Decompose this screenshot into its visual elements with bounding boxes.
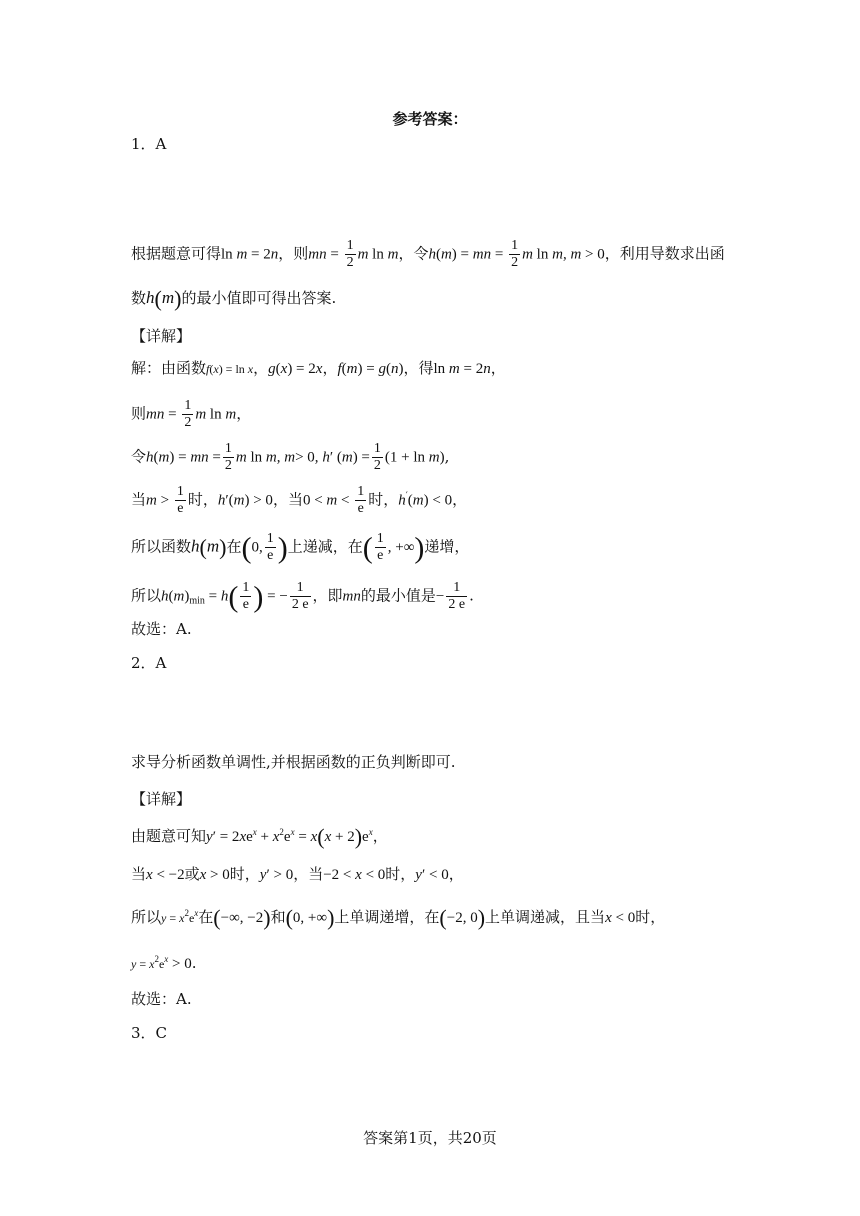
answer-3-label: 3．C <box>131 1024 168 1042</box>
answer-2-label: 2．A <box>131 654 167 672</box>
q1-detail-line-2: 则mn = $\frac{1}{2}$ m ln m， <box>131 398 252 430</box>
page-footer: 答案第1页，共20页 <box>363 1129 497 1147</box>
q2-detail-line-1: 由题意可知$y' = 2xe^x + x^2e^x = x(x + 2)e^x$， <box>131 824 388 849</box>
q2-hint: 求导分析函数单调性,并根据函数的正负判断即可. <box>131 753 456 771</box>
q1-conclusion: 故选：A. <box>131 620 192 638</box>
q1-detail-line-1: 解：由函数f(x) = ln x，g(x) = 2x，f(m) = g(n)，得ln m = 2n， <box>131 359 506 377</box>
q1-detail-line-3: 令h(m) = mn = $\frac{1}{2}$ m ln m, m> 0, h′ (m) = $\frac{1}{2}$ (1 + ln m), <box>131 441 450 473</box>
q1-hint-line-1: 根据题意可得ln m = 2n，则mn = $\frac{1}{2}$ m ln m，令h(m) = mn = $\frac{1}{2}$ m ln m, m > 0，利用导数求出函 <box>131 238 725 270</box>
q1-detail-label: 【详解】 <box>131 327 192 345</box>
q1-hint-line-2: 数h(m)的最小值即可得出答案. <box>131 286 337 311</box>
q1-detail-line-6: 所以$h(m)_{min} = h$( $\frac{1}{e}$ ) = − $\frac{1}{2 e}$ ，即mn的最小值是− $\frac{1}{2 e}$ . <box>131 580 474 614</box>
answer-1-label: 1．A <box>131 135 167 153</box>
q2-detail-line-3: 所以$y = x^2e^x$在(−∞, −2)和(0, +∞)上单调递增，在(−2, 0)上单调递减，且当x < 0时， <box>131 905 666 930</box>
q2-detail-line-2: 当x < −2或x > 0时，y′ > 0，当−2 < x < 0时，y′ < 0， <box>131 865 464 883</box>
q1-detail-line-5: 所以函数h(m)在(0, $\frac{1}{e}$ )上递减，在( $\frac{1}{e}$ , +∞)递增， <box>131 531 470 565</box>
q2-detail-line-4: $y = x^2e^x > 0$. <box>131 954 197 972</box>
q2-conclusion: 故选：A. <box>131 990 192 1008</box>
q2-detail-label: 【详解】 <box>131 790 192 808</box>
q1-detail-line-4: 当m > $\frac{1}{e}$ 时，h′(m) > 0，当0 < m < $\frac{1}{e}$ 时，h′(m) < 0， <box>131 484 468 516</box>
page-title: 参考答案： <box>392 110 468 128</box>
